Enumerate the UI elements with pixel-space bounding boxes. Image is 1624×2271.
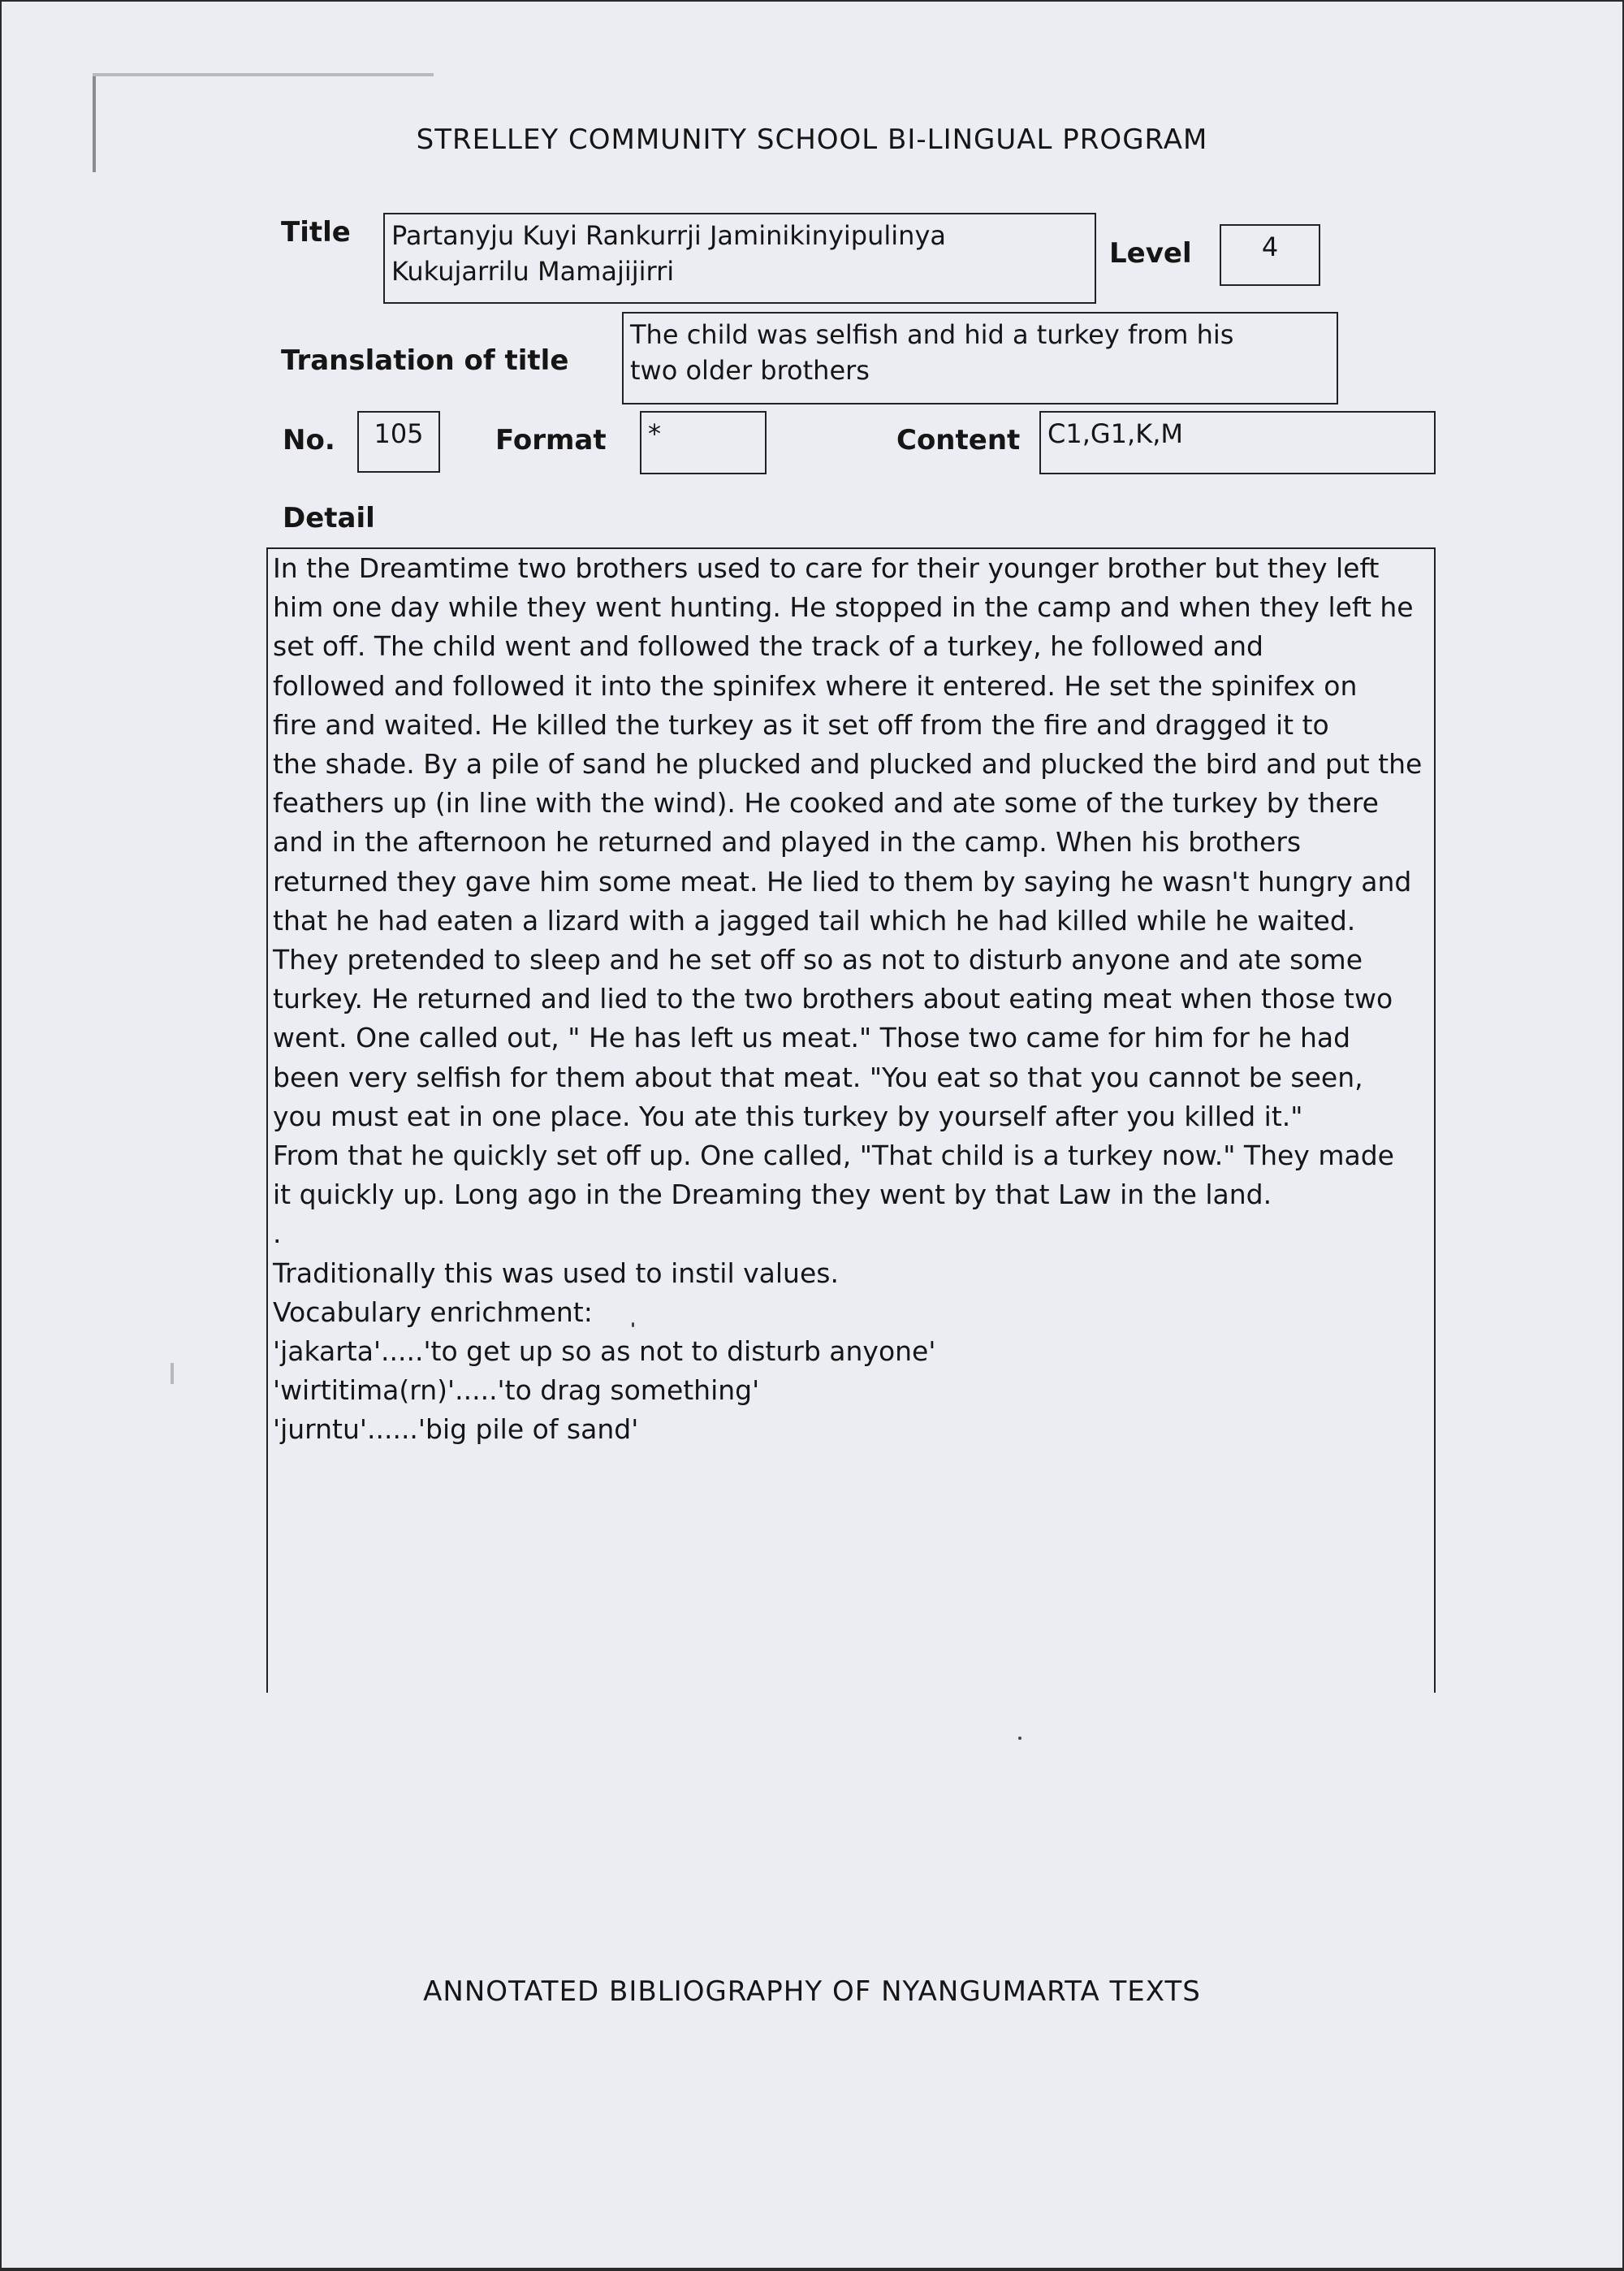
number-label: No.	[283, 424, 335, 456]
scan-margin-mark	[171, 1363, 174, 1384]
detail-box	[266, 547, 1436, 1693]
level-label: Level	[1109, 237, 1192, 270]
program-header: STRELLEY COMMUNITY SCHOOL BI-LINGUAL PROGRAM	[416, 123, 1208, 156]
scan-edge-mark-top	[93, 73, 434, 76]
translation-label: Translation of title	[281, 344, 569, 377]
content-field: C1,G1,K,M	[1039, 411, 1436, 474]
format-label: Format	[495, 424, 607, 456]
document-page	[2, 2, 1622, 2268]
bibliography-footer: ANNOTATED BIBLIOGRAPHY OF NYANGUMARTA TEXTS	[423, 1975, 1201, 2008]
level-field: 4	[1220, 224, 1320, 286]
speck	[1018, 1737, 1021, 1740]
content-label: Content	[896, 424, 1021, 456]
number-field: 105	[357, 411, 440, 473]
title-label: Title	[281, 216, 351, 249]
format-field: *	[640, 411, 767, 474]
title-field: Partanyju Kuyi Rankurrji Jaminikinyipulinya Kukujarrilu Mamajijirri	[383, 213, 1096, 304]
translation-field: The child was selfish and hid a turkey from his two older brothers	[622, 312, 1338, 404]
detail-text: In the Dreamtime two brothers used to care for their younger brother but they left him one day while they went hunting. He stopped in the camp and when they left he set off. The child went and followed the track of a turkey, he followed and followed and followed it into the spinifex where it entered. He set the spinifex on fire and waited. He killed the turkey as it set off from the fire and dragged it to the shade. By a pile of sand he plucked and plucked and plucked the bird and put the feathers up (in line with the wind). He cooked and ate some of the turkey by there and in the afternoon he returned and played in the camp. When his brothers returned they gave him some meat. He lied to them by saying he wasn't hungry and that he had eaten a lizard with a jagged tail which he had killed while he waited. They pretended to sleep and he set off so as not to disturb anyone and ate some turkey. He returned and lied to the two brothers about eating meat when those two went. One called out, " He has left us meat." Those two came for him for he had been very selfish for them about that meat. "You eat so that you cannot be seen, you must eat in one place. You ate this turkey by yourself after you killed it." From that he quickly set off up. One called, "That child is a turkey now." They made it quickly up. Long ago in the Dreaming they went by that Law in the land. . Traditionally this was used to instil values. Vocabulary enrichment: 'jakarta'.....'to get up so as not to disturb anyone' 'wirtitima(rn)'.....'to drag something' 'jurntu'......'big pile of sand'	[273, 552, 1423, 1446]
detail-label: Detail	[283, 502, 375, 534]
